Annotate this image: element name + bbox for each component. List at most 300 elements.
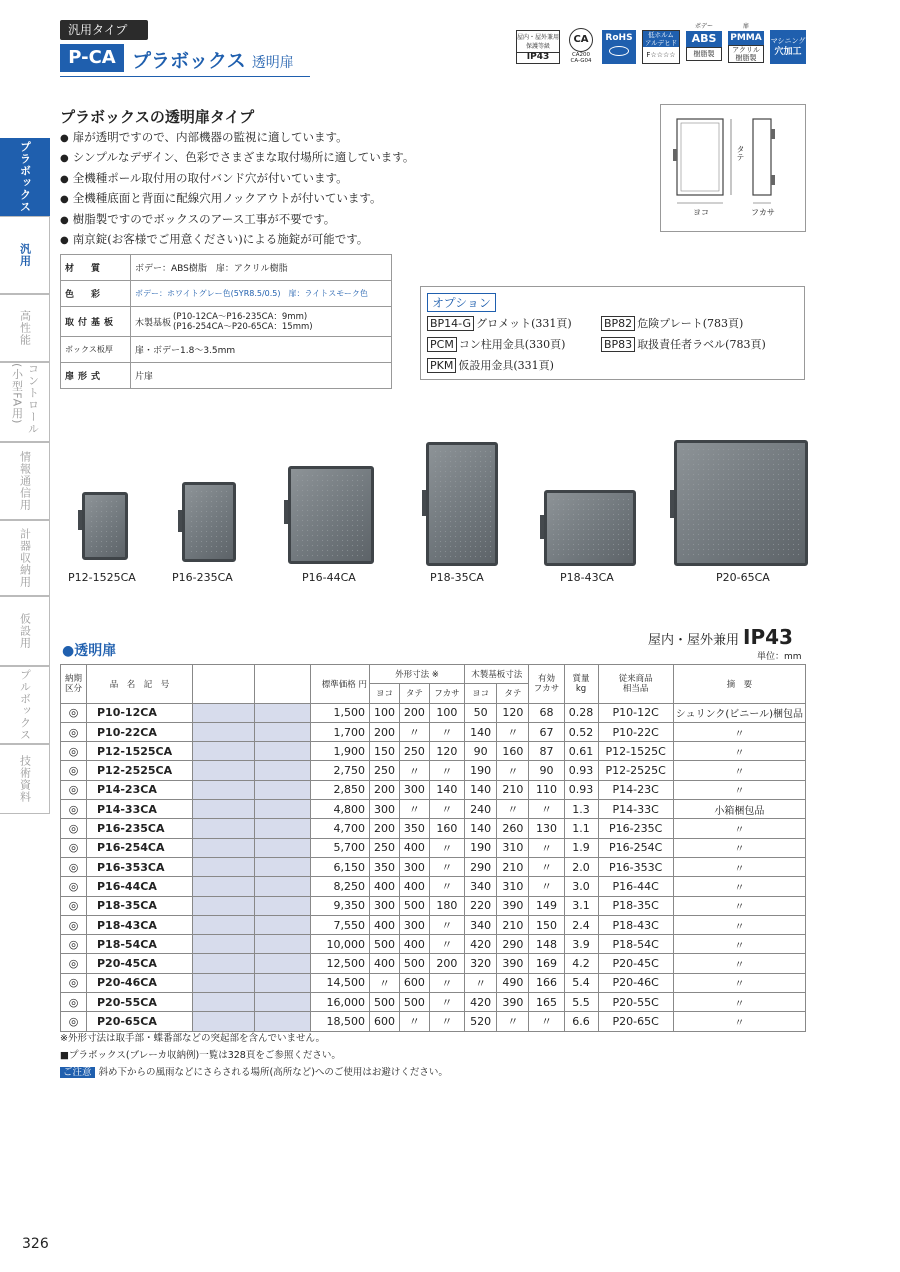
- option-item[interactable]: [601, 336, 766, 352]
- cell-previous-model: P12-2525C: [598, 761, 673, 780]
- cell-shaded: [255, 780, 311, 799]
- cell-outer-fukasa: 〃: [429, 800, 464, 819]
- cell-shaded: [255, 877, 311, 896]
- cell-shaded: [255, 819, 311, 838]
- cell-previous-model: P16-235C: [598, 819, 673, 838]
- th-board: 木製基板寸法: [464, 665, 529, 684]
- dim-tate: タテ: [736, 145, 745, 161]
- option-code: BP82: [601, 316, 635, 331]
- cell-shaded: [193, 800, 255, 819]
- cell-product-name: P16-254CA: [87, 838, 193, 857]
- feature-item: ● 南京錠(お客様でご用意ください)による施錠が可能です。: [60, 230, 414, 250]
- cell-outer-yoko: 300: [370, 896, 400, 915]
- cell-mass: 5.4: [564, 973, 598, 992]
- cell-previous-model: P16-44C: [598, 877, 673, 896]
- side-tab-technical[interactable]: 技術資料: [0, 744, 50, 814]
- cell-product-name: P14-23CA: [87, 780, 193, 799]
- cell-outer-yoko: 150: [370, 742, 400, 761]
- cell-outer-fukasa: 〃: [429, 761, 464, 780]
- spec-row: [61, 307, 392, 337]
- cell-outer-fukasa: 160: [429, 819, 464, 838]
- th-blank-1: [193, 665, 255, 704]
- spec-key: 色 彩: [61, 281, 131, 307]
- pmma-badge: [728, 22, 764, 66]
- table-row: [61, 742, 806, 761]
- cell-outer-fukasa: 140: [429, 780, 464, 799]
- cell-shaded: [193, 1012, 255, 1031]
- table-row: [61, 896, 806, 915]
- cell-board-yoko: 140: [464, 819, 496, 838]
- spec-value: ボデー：ホワイトグレー色(5YR8.5/0.5) 扉：ライトスモーク色: [131, 281, 392, 307]
- cell-outer-fukasa: 〃: [429, 935, 464, 954]
- note-1: ※外形寸法は取手部・蝶番部などの突起部を含んでいません。: [60, 1033, 326, 1044]
- th-delivery: [61, 665, 87, 704]
- ip-rating: [648, 625, 793, 649]
- table-row: [61, 722, 806, 741]
- cell-board-yoko: 50: [464, 703, 496, 722]
- cell-outer-tate: 〃: [399, 800, 429, 819]
- cell-effective-depth: 〃: [529, 877, 564, 896]
- cell-product-name: P18-43CA: [87, 915, 193, 934]
- cell-outer-tate: 400: [399, 877, 429, 896]
- th-outer-yoko: ヨコ: [370, 684, 400, 703]
- cell-outer-tate: 500: [399, 954, 429, 973]
- th-board-yoko: ヨコ: [464, 684, 496, 703]
- cell-mass: 3.1: [564, 896, 598, 915]
- formal-line1: 低ホルム: [648, 31, 674, 39]
- cell-outer-fukasa: 〃: [429, 1012, 464, 1031]
- cell-effective-depth: 67: [529, 722, 564, 741]
- cell-previous-model: P16-254C: [598, 838, 673, 857]
- cell-board-tate: 390: [497, 954, 529, 973]
- cell-outer-tate: 200: [399, 703, 429, 722]
- option-text: コン柱用金具(330頁): [458, 338, 566, 351]
- abs-sub: 樹脂製: [686, 47, 722, 61]
- cell-price: 2,750: [311, 761, 370, 780]
- cell-delivery: ◎: [61, 993, 87, 1012]
- spec-row: [61, 337, 392, 363]
- product-photo: [426, 442, 498, 566]
- th-mass: [564, 665, 598, 704]
- cell-product-name: P14-33CA: [87, 800, 193, 819]
- cell-outer-yoko: 300: [370, 800, 400, 819]
- cell-effective-depth: 166: [529, 973, 564, 992]
- cell-board-tate: 160: [497, 742, 529, 761]
- cell-delivery: ◎: [61, 703, 87, 722]
- cell-price: 2,850: [311, 780, 370, 799]
- product-label: P16-235CA: [172, 571, 233, 584]
- cell-delivery: ◎: [61, 877, 87, 896]
- product-handle: [284, 500, 288, 524]
- cell-shaded: [193, 935, 255, 954]
- notes: [60, 1030, 448, 1081]
- table-row: [61, 819, 806, 838]
- cell-delivery: ◎: [61, 722, 87, 741]
- spec-key: 取付基板: [61, 307, 131, 337]
- cell-previous-model: P18-43C: [598, 915, 673, 934]
- ca-sub2: CA-G04: [570, 58, 592, 64]
- cell-board-tate: 310: [497, 877, 529, 896]
- cell-delivery: ◎: [61, 857, 87, 876]
- cell-product-name: P16-353CA: [87, 857, 193, 876]
- pmma-top: 扉: [742, 23, 749, 30]
- cell-effective-depth: 〃: [529, 800, 564, 819]
- cell-outer-tate: 600: [399, 973, 429, 992]
- cell-delivery: ◎: [61, 954, 87, 973]
- cell-delivery: ◎: [61, 896, 87, 915]
- cell-previous-model: P18-54C: [598, 935, 673, 954]
- cell-outer-yoko: 250: [370, 761, 400, 780]
- cell-effective-depth: 110: [529, 780, 564, 799]
- spec-board-label: 木製基板: [135, 318, 172, 328]
- th-board-tate: タテ: [497, 684, 529, 703]
- cell-shaded: [255, 703, 311, 722]
- side-tab-temporary[interactable]: 仮設用: [0, 596, 50, 666]
- cell-shaded: [255, 973, 311, 992]
- table-section-title: ●透明扉: [62, 643, 117, 659]
- machining-badge: [770, 30, 806, 64]
- option-item[interactable]: [601, 315, 743, 331]
- cell-board-yoko: 340: [464, 915, 496, 934]
- caution-text: 斜め下からの風雨などにさらされる場所(高所など)へのご使用はお避けください。: [98, 1067, 448, 1078]
- cell-effective-depth: 130: [529, 819, 564, 838]
- cell-price: 9,350: [311, 896, 370, 915]
- cell-effective-depth: 〃: [529, 1012, 564, 1031]
- cell-remark: 〃: [673, 1012, 805, 1031]
- side-tab-high-performance[interactable]: 高性能: [0, 294, 50, 362]
- cell-mass: 2.0: [564, 857, 598, 876]
- cell-price: 18,500: [311, 1012, 370, 1031]
- cell-shaded: [193, 915, 255, 934]
- feature-item: ● 扉が透明ですので、内部機器の監視に適しています。: [60, 128, 414, 148]
- cell-outer-fukasa: 〃: [429, 877, 464, 896]
- table-row: [61, 800, 806, 819]
- option-item[interactable]: [427, 315, 572, 331]
- cell-shaded: [193, 896, 255, 915]
- cell-outer-fukasa: 200: [429, 954, 464, 973]
- spec-table: [60, 254, 392, 389]
- machining-line1: マシニング: [770, 37, 806, 45]
- dim-yoko: ヨコ: [693, 208, 709, 217]
- th-effective-2: フカサ: [533, 683, 560, 694]
- cell-previous-model: P16-353C: [598, 857, 673, 876]
- cell-mass: 0.52: [564, 722, 598, 741]
- cell-mass: 2.4: [564, 915, 598, 934]
- cell-price: 10,000: [311, 935, 370, 954]
- cell-price: 16,000: [311, 993, 370, 1012]
- cell-board-yoko: 〃: [464, 973, 496, 992]
- cell-previous-model: P20-45C: [598, 954, 673, 973]
- product-code: P-CA: [60, 44, 124, 72]
- cell-product-name: P20-65CA: [87, 1012, 193, 1031]
- option-item[interactable]: [427, 336, 565, 352]
- cell-shaded: [255, 857, 311, 876]
- cell-outer-yoko: 400: [370, 915, 400, 934]
- ip-value: IP43: [743, 625, 793, 649]
- cell-board-yoko: 290: [464, 857, 496, 876]
- cell-previous-model: P20-65C: [598, 1012, 673, 1031]
- cell-mass: 0.93: [564, 761, 598, 780]
- cell-outer-fukasa: 120: [429, 742, 464, 761]
- cell-price: 4,800: [311, 800, 370, 819]
- cell-delivery: ◎: [61, 800, 87, 819]
- table-row: [61, 973, 806, 992]
- cell-shaded: [193, 993, 255, 1012]
- cell-delivery: ◎: [61, 973, 87, 992]
- cell-board-tate: 260: [497, 819, 529, 838]
- cell-price: 4,700: [311, 819, 370, 838]
- table-row: [61, 857, 806, 876]
- spec-key: 扉形式: [61, 363, 131, 389]
- cell-mass: 4.2: [564, 954, 598, 973]
- cell-outer-fukasa: 180: [429, 896, 464, 915]
- feature-item: ● シンプルなデザイン、色彩でさまざまな取付場所に適しています。: [60, 148, 414, 168]
- formal-line3: F☆☆☆☆: [646, 51, 676, 59]
- spec-row: [61, 255, 392, 281]
- cell-outer-fukasa: 100: [429, 703, 464, 722]
- cell-outer-fukasa: 〃: [429, 973, 464, 992]
- cell-shaded: [193, 703, 255, 722]
- cell-price: 1,700: [311, 722, 370, 741]
- cell-outer-tate: 500: [399, 993, 429, 1012]
- option-code: PCM: [427, 337, 457, 352]
- spec-key: 材 質: [61, 255, 131, 281]
- cell-remark: 〃: [673, 742, 805, 761]
- cell-outer-yoko: 200: [370, 819, 400, 838]
- cell-board-tate: 390: [497, 896, 529, 915]
- cell-remark: 〃: [673, 973, 805, 992]
- cell-previous-model: P20-55C: [598, 993, 673, 1012]
- cell-outer-tate: 300: [399, 915, 429, 934]
- product-label: P12-1525CA: [68, 571, 136, 584]
- pmma-sub1: アクリル: [732, 46, 760, 54]
- cell-shaded: [193, 819, 255, 838]
- cell-outer-tate: 400: [399, 935, 429, 954]
- cell-previous-model: P14-23C: [598, 780, 673, 799]
- th-delivery-2: 区分: [64, 683, 82, 694]
- cell-board-tate: 〃: [497, 722, 529, 741]
- product-photo: [674, 440, 808, 566]
- cell-shaded: [193, 742, 255, 761]
- cell-previous-model: P10-22C: [598, 722, 673, 741]
- option-item[interactable]: [427, 357, 554, 373]
- cell-outer-fukasa: 〃: [429, 722, 464, 741]
- cell-mass: 3.9: [564, 935, 598, 954]
- cell-remark: 〃: [673, 722, 805, 741]
- product-table: [60, 664, 806, 1032]
- ip43-badge-line1: 屋内・屋外兼用: [517, 34, 560, 41]
- cell-previous-model: P20-46C: [598, 973, 673, 992]
- cell-shaded: [255, 1012, 311, 1031]
- option-text: 取扱責任者ラベル(783頁): [637, 338, 766, 351]
- cell-outer-tate: 300: [399, 857, 429, 876]
- th-remark: 摘 要: [673, 665, 805, 704]
- th-outer-fukasa: フカサ: [429, 684, 464, 703]
- ip43-badge-line3: IP43: [517, 52, 559, 62]
- side-tab-control[interactable]: コントロール(小型FA用): [0, 362, 50, 442]
- cell-product-name: P12-1525CA: [87, 742, 193, 761]
- cell-outer-yoko: 200: [370, 722, 400, 741]
- cell-delivery: ◎: [61, 780, 87, 799]
- page-title: [132, 46, 294, 73]
- cell-product-name: P16-44CA: [87, 877, 193, 896]
- cell-outer-tate: 300: [399, 780, 429, 799]
- spec-board-line1: (P10-12CA～P16-235CA：9mm): [173, 311, 308, 322]
- cell-remark: 〃: [673, 819, 805, 838]
- intro-title: プラボックスの透明扉タイプ: [60, 108, 255, 126]
- cell-effective-depth: 68: [529, 703, 564, 722]
- cell-board-yoko: 140: [464, 722, 496, 741]
- cell-previous-model: P18-35C: [598, 896, 673, 915]
- ip43-badge: [516, 30, 560, 64]
- cell-remark: 〃: [673, 838, 805, 857]
- cell-product-name: P12-2525CA: [87, 761, 193, 780]
- cell-board-yoko: 320: [464, 954, 496, 973]
- leaf-icon: [609, 46, 629, 56]
- cell-effective-depth: 90: [529, 761, 564, 780]
- spec-value: 片扉: [131, 363, 392, 389]
- cell-shaded: [193, 838, 255, 857]
- cell-board-yoko: 240: [464, 800, 496, 819]
- product-handle: [670, 490, 674, 518]
- cell-board-tate: 210: [497, 915, 529, 934]
- product-handle: [540, 515, 544, 539]
- ca-circle: CA: [569, 28, 593, 52]
- spec-value: 扉・ボデー1.8～3.5mm: [131, 337, 392, 363]
- cell-mass: 3.0: [564, 877, 598, 896]
- cell-remark: シュリンク(ビニール)梱包品: [673, 703, 805, 722]
- th-delivery-1: 納期: [64, 673, 82, 684]
- option-text: 危険プレート(783頁): [637, 317, 744, 330]
- feature-item: ● 樹脂製ですのでボックスのアース工事が不要です。: [60, 210, 414, 230]
- cell-outer-tate: 350: [399, 819, 429, 838]
- product-label: P16-44CA: [302, 571, 356, 584]
- cell-delivery: ◎: [61, 819, 87, 838]
- side-tab-meter[interactable]: 計器収納用: [0, 520, 50, 596]
- cell-outer-yoko: 100: [370, 703, 400, 722]
- cell-mass: 0.61: [564, 742, 598, 761]
- cell-remark: 〃: [673, 935, 805, 954]
- cell-product-name: P20-45CA: [87, 954, 193, 973]
- cell-board-tate: 310: [497, 838, 529, 857]
- cell-outer-fukasa: 〃: [429, 915, 464, 934]
- table-row: [61, 993, 806, 1012]
- spec-board-line2: (P16-254CA～P20-65CA：15mm): [173, 321, 313, 332]
- cell-board-tate: 210: [497, 857, 529, 876]
- caution-label: ご注意: [60, 1067, 95, 1078]
- cell-mass: 1.3: [564, 800, 598, 819]
- side-tab-pullbox[interactable]: プルボックス: [0, 666, 50, 744]
- product-photo: [82, 492, 128, 560]
- rohs-text: RoHS: [605, 33, 633, 43]
- cell-shaded: [193, 857, 255, 876]
- cell-board-yoko: 220: [464, 896, 496, 915]
- spec-key: ボックス板厚: [61, 337, 131, 363]
- cell-outer-yoko: 400: [370, 877, 400, 896]
- cell-shaded: [255, 896, 311, 915]
- product-label: P18-35CA: [430, 571, 484, 584]
- cell-board-tate: 290: [497, 935, 529, 954]
- cell-shaded: [255, 800, 311, 819]
- table-row: [61, 954, 806, 973]
- cell-shaded: [255, 954, 311, 973]
- cell-outer-yoko: 500: [370, 935, 400, 954]
- cell-board-yoko: 420: [464, 993, 496, 1012]
- th-mass-1: 質量: [572, 673, 590, 684]
- ca-sub1: CA200: [571, 52, 591, 58]
- cell-effective-depth: 148: [529, 935, 564, 954]
- cell-shaded: [193, 780, 255, 799]
- cell-delivery: ◎: [61, 838, 87, 857]
- th-outer: 外形寸法 ※: [370, 665, 465, 684]
- side-tab-general[interactable]: 汎用: [0, 216, 50, 294]
- cell-product-name: P16-235CA: [87, 819, 193, 838]
- product-photo: [288, 466, 374, 564]
- dimension-drawing: [661, 105, 807, 233]
- cell-effective-depth: 87: [529, 742, 564, 761]
- side-tab-telecom[interactable]: 情報通信用: [0, 442, 50, 520]
- cell-price: 6,150: [311, 857, 370, 876]
- abs-badge: [686, 22, 722, 66]
- cell-product-name: P18-35CA: [87, 896, 193, 915]
- table-row: [61, 1012, 806, 1031]
- cell-shaded: [255, 742, 311, 761]
- cell-board-yoko: 520: [464, 1012, 496, 1031]
- options-title: オプション: [427, 293, 496, 312]
- cell-effective-depth: 165: [529, 993, 564, 1012]
- spec-value: ボデー：ABS樹脂 扉：アクリル樹脂: [131, 255, 392, 281]
- cell-board-yoko: 140: [464, 780, 496, 799]
- cell-effective-depth: 〃: [529, 838, 564, 857]
- table-row: [61, 915, 806, 934]
- cell-board-tate: 210: [497, 780, 529, 799]
- dimension-diagram: [660, 104, 806, 232]
- cell-remark: 〃: [673, 761, 805, 780]
- cell-delivery: ◎: [61, 935, 87, 954]
- th-outer-tate: タテ: [399, 684, 429, 703]
- category-tag: 汎用タイプ: [60, 20, 148, 40]
- cell-remark: 〃: [673, 915, 805, 934]
- cell-remark: 〃: [673, 877, 805, 896]
- cell-remark: 〃: [673, 993, 805, 1012]
- cell-shaded: [193, 877, 255, 896]
- cell-outer-yoko: 〃: [370, 973, 400, 992]
- th-previous-1: 従来商品: [618, 673, 653, 684]
- side-tab-plabox[interactable]: プラボックス: [0, 138, 50, 216]
- cell-effective-depth: 169: [529, 954, 564, 973]
- cell-shaded: [255, 935, 311, 954]
- ip43-badge-line2: 保護等級: [525, 43, 550, 50]
- abs-top: ボデー: [694, 23, 713, 30]
- cell-board-tate: 〃: [497, 1012, 529, 1031]
- cell-remark: 〃: [673, 954, 805, 973]
- abs-text: ABS: [686, 31, 722, 47]
- cell-mass: 0.28: [564, 703, 598, 722]
- cell-effective-depth: 〃: [529, 857, 564, 876]
- feature-item: ● 全機種ポール取付用の取付バンド穴が付いています。: [60, 169, 414, 189]
- cell-mass: 1.9: [564, 838, 598, 857]
- product-table-body: [61, 703, 806, 1031]
- cell-price: 5,700: [311, 838, 370, 857]
- cell-board-tate: 〃: [497, 761, 529, 780]
- cell-shaded: [255, 722, 311, 741]
- cell-outer-tate: 500: [399, 896, 429, 915]
- table-row: [61, 877, 806, 896]
- cell-shaded: [255, 993, 311, 1012]
- title-sub: 透明扉: [251, 55, 294, 71]
- cell-outer-tate: 〃: [399, 1012, 429, 1031]
- product-photo: [182, 482, 236, 562]
